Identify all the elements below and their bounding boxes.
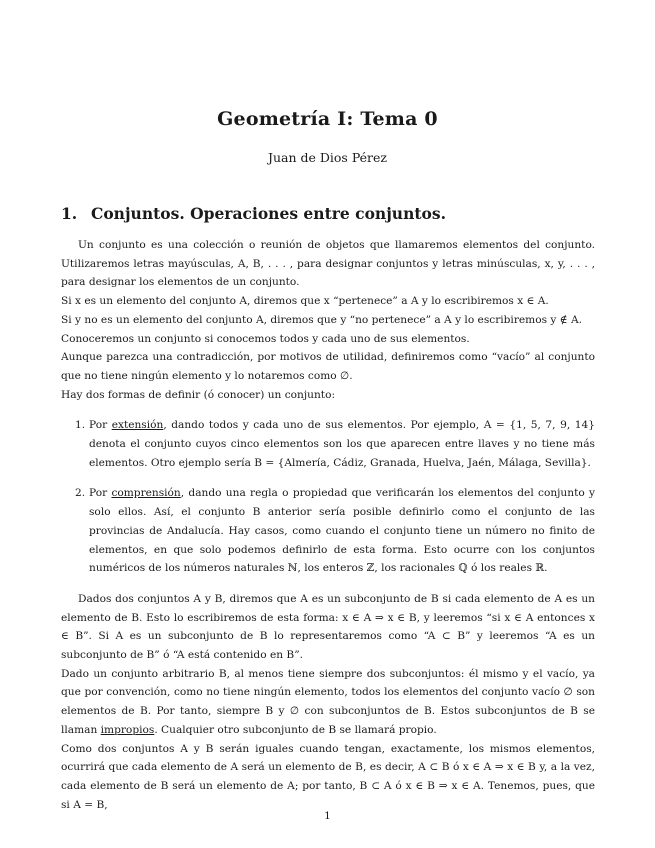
list-item bbox=[61, 484, 595, 578]
paragraph-subset: Dados dos conjuntos A y B, diremos que A es un subconjunto de B si cada elemento de A es un elemento de B. Esto lo escribiremos de esta forma: x ∈ A ⇒ x ∈ B, y leeremos “si x ∈ A entonces x ∈ B”. Si A es un subconjunto de B lo representaremos como “A ⊂ B” y leeremos “A es un subconjunto de B” ó “A está contenido en B”. bbox=[61, 592, 595, 662]
term-comprehension: comprensión bbox=[111, 487, 181, 500]
list-text: , dando una regla o propiedad que verificarán los elementos del conjunto y solo ellos. Así, el conjunto B anterior sería posible definirlo como el conjunto de las provincias de Andalucía. Hay casos, como cuando el conjunto tiene un número no finito de elementos, en que solo podemos definirlo de esta forma. Esto ocurre con los conjuntos numéricos de los números naturales ℕ, los enteros ℤ, los racionales ℚ ó los reales ℝ. bbox=[89, 487, 595, 575]
paragraph-not-belongs: Si y no es un elemento del conjunto A, diremos que y “no pertenece” a A y lo escribiremos y ∉ A. bbox=[61, 313, 582, 326]
list-marker: 1. bbox=[75, 419, 86, 432]
paragraph-improper bbox=[61, 665, 595, 740]
term-improper: impropios bbox=[100, 723, 155, 736]
document-author: Juan de Dios Pérez bbox=[267, 150, 388, 165]
paragraph-two-ways: Hay dos formas de definir (ó conocer) un conjunto: bbox=[61, 388, 336, 401]
section-number: 1. bbox=[61, 204, 78, 223]
definition-list bbox=[61, 416, 595, 578]
section-title: Conjuntos. Operaciones entre conjuntos. bbox=[91, 204, 446, 223]
page-number: 1 bbox=[324, 810, 331, 822]
paragraph-know-set: Conoceremos un conjunto si conocemos todos y cada uno de sus elementos. bbox=[61, 332, 470, 345]
paragraph-equality: Como dos conjuntos A y B serán iguales cuando tengan, exactamente, los mismos elementos, ocurrirá que cada elemento de A será un elemento de B, es decir, A ⊂ B ó x ∈ A ⇒ x ∈ B y, a la vez, cada elemento de B será un elemento de A; por tanto, B ⊂ A ó x ∈ B ⇒ x ∈ A. Tenemos, pues, que si A = B, bbox=[61, 742, 595, 811]
list-text: , dando todos y cada uno de sus elementos. Por ejemplo, A = {1, 5, 7, 9, 14} denota el conjunto cuyos cinco elementos son los que aparecen entre llaves y no tiene más elementos. Otro ejemplo sería B = {Almería, Cádiz, Granada, Huelva, Jaén, Málaga, Sevilla}. bbox=[89, 419, 595, 469]
section-heading bbox=[61, 204, 446, 223]
list-marker: 2. bbox=[75, 487, 86, 500]
paragraph-empty-set: Aunque parezca una contradicción, por motivos de utilidad, definiremos como “vacío” al conjunto que no tiene ningún elemento y lo notaremos como ∅. bbox=[61, 351, 595, 382]
term-extension: extensión bbox=[111, 419, 164, 432]
paragraph-intro: Un conjunto es una colección o reunión de objetos que llamaremos elementos del conjunto. Utilizaremos letras mayúsculas, A, B, . . . , para designar conjuntos y letras minúsculas, x, y, . . . , para designar los elementos de un conjunto. bbox=[61, 239, 595, 289]
document-title: Geometría I: Tema 0 bbox=[217, 108, 438, 130]
list-item bbox=[61, 416, 595, 472]
improper-before: Dado un conjunto arbitrario B, al menos tiene siempre dos subconjuntos: él mismo y el vacío, ya que por convención, como no tiene ningún elemento, todos los elementos del conjunto vacío ∅ son elementos de B. Por tanto, siempre B y ∅ con subconjuntos de B. Estos subconjuntos de B se llaman bbox=[61, 667, 595, 736]
list-prefix: Por bbox=[89, 419, 112, 432]
paragraph-belongs: Si x es un elemento del conjunto A, diremos que x “pertenece” a A y lo escribiremos x ∈ A. bbox=[61, 295, 549, 308]
list-prefix: Por bbox=[89, 487, 112, 500]
document-body bbox=[61, 236, 595, 814]
improper-after: . Cualquier otro subconjunto de B se llamará propio. bbox=[154, 723, 437, 736]
